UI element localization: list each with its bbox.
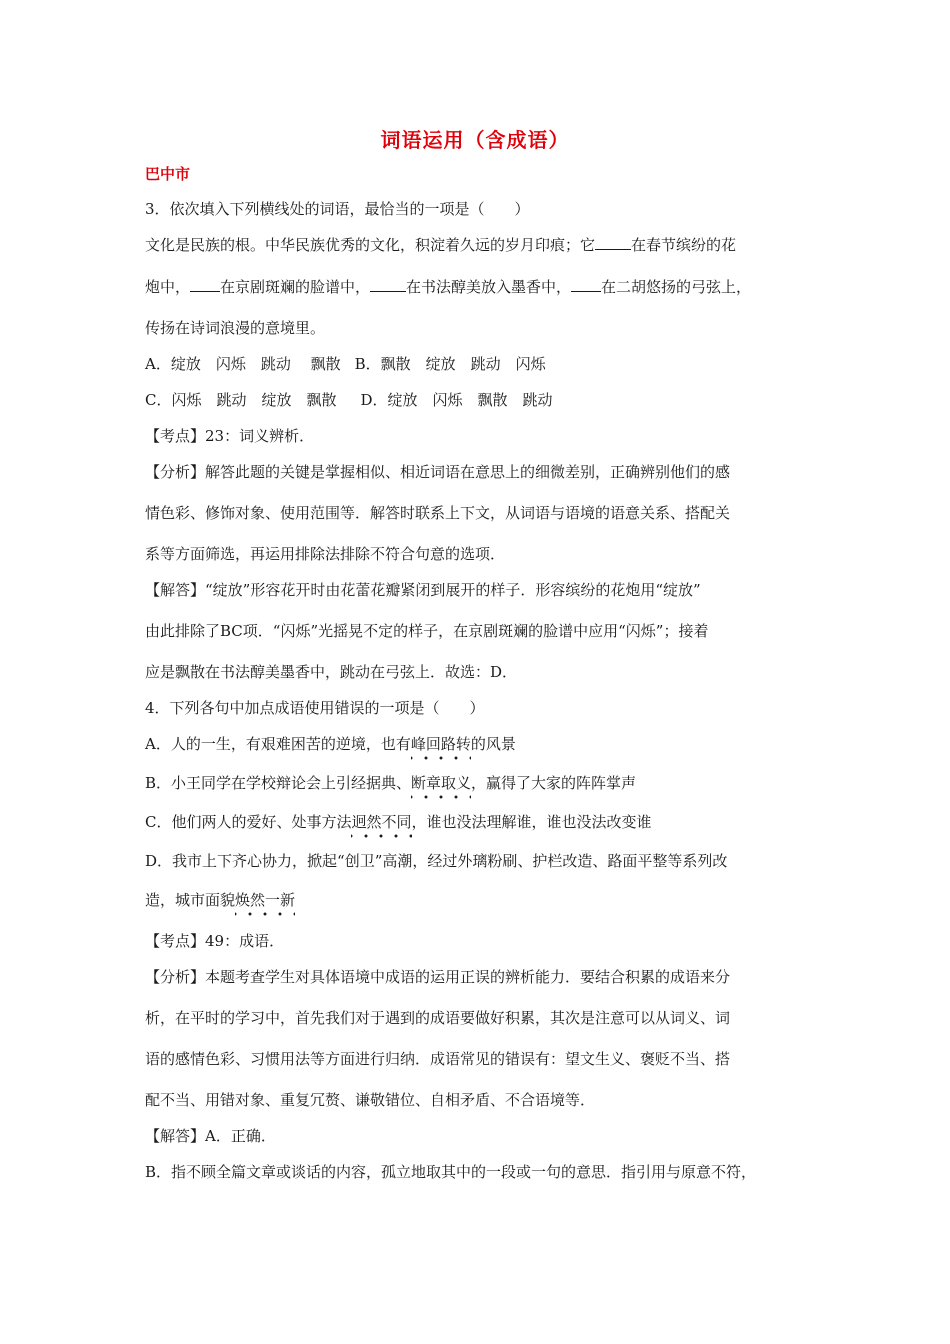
q4-option-text: C．他们两人的爱好、处事方法: [145, 813, 352, 831]
q4-answer-b: B．指不顾全篇文章或谈话的内容，孤立地取其中的一段或一句的意思．指引用与原意不符，: [145, 1163, 757, 1181]
q4-stem: 4．下列各句中加点成语使用错误的一项是（ ）: [145, 699, 485, 717]
q4-option-d-line-2: [145, 890, 295, 910]
q3-answer-line-2: 由此排除了BC项．“闪烁”光摇晃不定的样子，在京剧斑斓的脸谱中应用“闪烁”；接着: [145, 622, 709, 640]
fill-blank: [595, 235, 631, 250]
q3-stem: 3．依次填入下列横线处的词语，最恰当的一项是（ ）: [145, 200, 530, 218]
dotted-idiom: 峰回路转: [410, 735, 471, 753]
q3-options-cd: [145, 390, 553, 410]
q3-analysis-line-3: 系等方面筛选，再运用排除法排除不符合句意的选项．: [145, 545, 506, 563]
q4-option-text: 的风景: [470, 735, 516, 753]
q4-option-text: ，谁也没法理解谁，谁也没法改变谁: [411, 813, 652, 831]
q3-analysis-line-1: 【分析】解答此题的关键是掌握相似、相近词语在意思上的细微差别，正确辨别他们的感: [145, 463, 731, 481]
q3-kaodian: 【考点】23：词义辨析．: [145, 427, 315, 445]
q3-passage-text: 在书法醇美放入墨香中，: [406, 278, 572, 296]
q4-analysis-line-1: 【分析】本题考查学生对具体语境中成语的运用正误的辨析能力．要结合积累的成语来分: [145, 968, 731, 986]
q4-option-a: [145, 734, 516, 754]
q3-passage-text: 在京剧斑斓的脸谱中，: [220, 278, 371, 296]
q4-answer-a: 【解答】A．正确．: [145, 1127, 276, 1145]
q4-analysis-line-4: 配不当、用错对象、重复冗赘、谦敬错位、自相矛盾、不合语境等．: [145, 1091, 596, 1109]
q4-option-text: B．小王同学在学校辩论会上引经据典、: [145, 774, 412, 792]
q3-passage-line-1: [145, 235, 736, 255]
q3-options-ab: [145, 354, 546, 374]
q3-passage-line-2: [145, 277, 751, 297]
page-title: 词语运用（含成语）: [380, 128, 570, 152]
q3-passage-text: 在二胡悠扬的弓弦上，: [601, 278, 752, 296]
q3-option-b: B．飘散 绽放 跳动 闪烁: [354, 355, 546, 373]
q3-option-a: A．绽放 闪烁 跳动 飘散: [145, 355, 341, 373]
dotted-idiom: 断章取义: [411, 774, 472, 792]
fill-blank: [190, 277, 220, 292]
q3-analysis-line-2: 情色彩、修饰对象、使用范围等．解答时联系上下文，从词语与语境的语意关系、搭配关: [145, 504, 731, 522]
dotted-idiom: 迥然不同: [351, 813, 412, 831]
q3-answer-line-1: 【解答】“绽放”形容花开时由花蕾花瓣紧闭到展开的样子．形容缤纷的花炮用“绽放”: [145, 581, 701, 599]
q4-option-text: A．人的一生，有艰难困苦的逆境，也有: [145, 735, 411, 753]
dotted-idiom: 焕然一新: [235, 891, 296, 909]
q4-option-b: [145, 773, 636, 793]
fill-blank: [370, 277, 406, 292]
q4-analysis-line-2: 析，在平时的学习中，首先我们对于遇到的成语要做好积累，其次是注意可以从词义、词: [145, 1009, 731, 1027]
q3-answer-line-3: 应是飘散在书法醇美墨香中，跳动在弓弦上．故选：D．: [145, 663, 518, 681]
q4-option-c: [145, 812, 652, 832]
fill-blank: [571, 277, 601, 292]
q3-option-d: D．绽放 闪烁 飘散 跳动: [360, 391, 553, 409]
q4-kaodian: 【考点】49：成语．: [145, 932, 285, 950]
q3-passage-line-3: 传扬在诗词浪漫的意境里。: [145, 319, 326, 337]
region-heading: 巴中市: [145, 165, 191, 183]
q4-option-text: 造，城市面貌: [145, 891, 236, 909]
q4-option-text: ，赢得了大家的阵阵掌声: [471, 774, 637, 792]
q4-option-d-line-1: D．我市上下齐心协力，掀起“创卫”高潮，经过外璃粉刷、护栏改造、路面平整等系列改: [145, 852, 728, 870]
q3-option-c: C．闪烁 跳动 绽放 飘散: [145, 391, 337, 409]
q3-passage-text: 炮中，: [145, 278, 191, 296]
q3-passage-text: 在春节缤纷的花: [631, 236, 737, 254]
q4-analysis-line-3: 语的感情色彩、习惯用法等方面进行归纳．成语常见的错误有：望文生义、褒贬不当、搭: [145, 1050, 731, 1068]
q3-passage-text: 文化是民族的根。中华民族优秀的文化，积淀着久远的岁月印痕；它: [145, 236, 596, 254]
